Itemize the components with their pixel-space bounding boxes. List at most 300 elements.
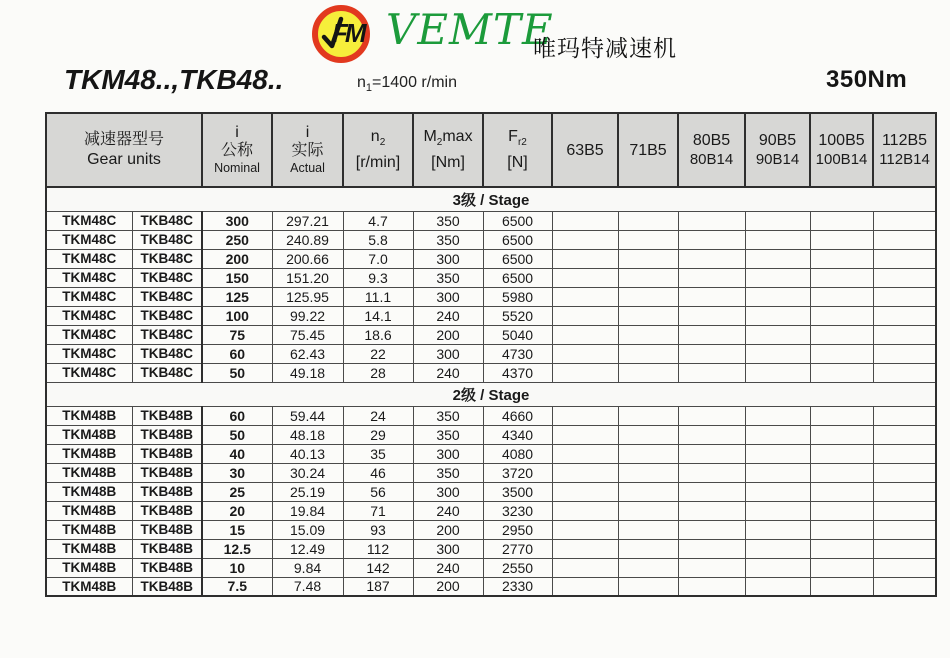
cell-motor-frame-empty bbox=[810, 539, 873, 558]
cell-model-tkm: TKM48C bbox=[46, 211, 132, 230]
cell-model-tkb: TKB48C bbox=[132, 325, 202, 344]
cell-i-actual: 7.48 bbox=[272, 577, 343, 596]
cell-motor-frame-empty bbox=[618, 425, 678, 444]
cell-i-nominal: 200 bbox=[202, 249, 272, 268]
cell-motor-frame-empty bbox=[618, 520, 678, 539]
cell-m2max: 240 bbox=[413, 306, 483, 325]
cell-model-tkm: TKM48C bbox=[46, 230, 132, 249]
cell-motor-frame-empty bbox=[810, 577, 873, 596]
cell-motor-frame-empty bbox=[873, 325, 936, 344]
cell-model-tkm: TKM48B bbox=[46, 501, 132, 520]
cell-i-actual: 62.43 bbox=[272, 344, 343, 363]
input-speed-value: =1400 r/min bbox=[372, 74, 457, 91]
header-i-actual bbox=[272, 113, 343, 187]
input-speed-symbol: n bbox=[357, 74, 366, 91]
cell-motor-frame-empty bbox=[552, 363, 618, 382]
header-fr2-unit: [N] bbox=[507, 153, 528, 171]
cell-motor-frame-empty bbox=[745, 268, 810, 287]
cell-motor-frame-empty bbox=[618, 577, 678, 596]
cell-motor-frame-empty bbox=[873, 287, 936, 306]
cell-motor-frame-empty bbox=[678, 425, 745, 444]
cell-motor-frame-empty bbox=[678, 406, 745, 425]
cell-motor-frame-empty bbox=[552, 268, 618, 287]
cell-motor-frame-empty bbox=[618, 325, 678, 344]
cell-fr2: 6500 bbox=[483, 249, 552, 268]
cell-motor-frame-empty bbox=[552, 463, 618, 482]
cell-model-tkm: TKM48B bbox=[46, 539, 132, 558]
cell-motor-frame-empty bbox=[745, 520, 810, 539]
cell-model-tkm: TKM48C bbox=[46, 344, 132, 363]
cell-motor-frame-empty bbox=[618, 306, 678, 325]
cell-i-nominal: 75 bbox=[202, 325, 272, 344]
cell-model-tkb: TKB48C bbox=[132, 230, 202, 249]
cell-i-nominal: 15 bbox=[202, 520, 272, 539]
cell-m2max: 300 bbox=[413, 482, 483, 501]
cell-motor-frame-empty bbox=[552, 325, 618, 344]
cell-model-tkm: TKM48B bbox=[46, 577, 132, 596]
cell-model-tkm: TKM48C bbox=[46, 306, 132, 325]
stage-section-row bbox=[46, 187, 936, 211]
cell-m2max: 300 bbox=[413, 444, 483, 463]
cell-motor-frame-empty bbox=[745, 425, 810, 444]
table-row bbox=[46, 501, 936, 520]
cell-i-actual: 30.24 bbox=[272, 463, 343, 482]
table-row bbox=[46, 211, 936, 230]
cell-motor-frame-empty bbox=[810, 425, 873, 444]
cell-m2max: 350 bbox=[413, 406, 483, 425]
cell-model-tkb: TKB48B bbox=[132, 444, 202, 463]
table-row bbox=[46, 268, 936, 287]
header-gear-units bbox=[46, 113, 202, 187]
cell-i-nominal: 150 bbox=[202, 268, 272, 287]
cell-motor-frame-empty bbox=[678, 306, 745, 325]
cell-motor-frame-empty bbox=[873, 211, 936, 230]
header-n2-subscript: 2 bbox=[379, 137, 386, 149]
cell-m2max: 200 bbox=[413, 325, 483, 344]
header-motor-frame-90 bbox=[745, 113, 810, 187]
header-n2-symbol: n bbox=[370, 128, 380, 146]
cell-m2max: 350 bbox=[413, 425, 483, 444]
cell-motor-frame-empty bbox=[873, 520, 936, 539]
cell-n2: 56 bbox=[343, 482, 413, 501]
cell-model-tkb: TKB48C bbox=[132, 344, 202, 363]
cell-fr2: 4660 bbox=[483, 406, 552, 425]
cell-n2: 35 bbox=[343, 444, 413, 463]
input-speed-subscript: 1 bbox=[365, 82, 373, 95]
cell-fr2: 6500 bbox=[483, 268, 552, 287]
cell-n2: 4.7 bbox=[343, 211, 413, 230]
table-row bbox=[46, 344, 936, 363]
cell-motor-frame-empty bbox=[678, 444, 745, 463]
page-title-models: TKM48..,TKB48.. bbox=[64, 64, 284, 95]
cell-n2: 11.1 bbox=[343, 287, 413, 306]
cell-motor-frame-empty bbox=[810, 287, 873, 306]
cell-fr2: 3720 bbox=[483, 463, 552, 482]
header-i-nominal-cn: 公称 bbox=[221, 141, 254, 159]
cell-n2: 7.0 bbox=[343, 249, 413, 268]
cell-n2: 187 bbox=[343, 577, 413, 596]
cell-motor-frame-empty bbox=[552, 406, 618, 425]
cell-motor-frame-empty bbox=[810, 230, 873, 249]
cell-motor-frame-empty bbox=[745, 406, 810, 425]
cell-motor-frame-empty bbox=[873, 406, 936, 425]
header-gear-units-en: Gear units bbox=[87, 151, 161, 168]
cell-motor-frame-empty bbox=[678, 520, 745, 539]
cell-n2: 22 bbox=[343, 344, 413, 363]
header-m2max-unit: [Nm] bbox=[431, 153, 465, 171]
table-row bbox=[46, 482, 936, 501]
table-row bbox=[46, 444, 936, 463]
cell-motor-frame-empty bbox=[618, 406, 678, 425]
input-speed-note bbox=[357, 74, 457, 94]
cell-motor-frame-empty bbox=[678, 344, 745, 363]
cell-motor-frame-empty bbox=[618, 230, 678, 249]
cell-motor-frame-empty bbox=[810, 249, 873, 268]
cell-fr2: 6500 bbox=[483, 230, 552, 249]
stage-section-label: 3级 / Stage bbox=[46, 187, 936, 211]
cell-model-tkb: TKB48B bbox=[132, 520, 202, 539]
cell-model-tkb: TKB48B bbox=[132, 425, 202, 444]
cell-motor-frame-empty bbox=[552, 211, 618, 230]
cell-n2: 5.8 bbox=[343, 230, 413, 249]
cell-motor-frame-empty bbox=[745, 463, 810, 482]
cell-fr2: 5980 bbox=[483, 287, 552, 306]
cell-m2max: 240 bbox=[413, 558, 483, 577]
cell-motor-frame-empty bbox=[678, 287, 745, 306]
cell-motor-frame-empty bbox=[745, 577, 810, 596]
cell-i-actual: 48.18 bbox=[272, 425, 343, 444]
cell-i-nominal: 60 bbox=[202, 406, 272, 425]
header-i-actual-cn: 实际 bbox=[291, 141, 324, 159]
cell-model-tkb: TKB48B bbox=[132, 539, 202, 558]
cell-motor-frame-empty bbox=[618, 463, 678, 482]
cell-n2: 46 bbox=[343, 463, 413, 482]
cell-n2: 29 bbox=[343, 425, 413, 444]
cell-fr2: 3500 bbox=[483, 482, 552, 501]
cell-model-tkb: TKB48C bbox=[132, 249, 202, 268]
cell-motor-frame-empty bbox=[552, 558, 618, 577]
header-fr2-symbol: F bbox=[508, 128, 518, 146]
cell-i-nominal: 100 bbox=[202, 306, 272, 325]
header-i-actual-en: Actual bbox=[290, 160, 325, 175]
table-row bbox=[46, 249, 936, 268]
cell-i-nominal: 250 bbox=[202, 230, 272, 249]
motor-frame-label: 100B5 bbox=[818, 132, 865, 149]
motor-frame-label: 63B5 bbox=[566, 141, 604, 159]
stage-section-row bbox=[46, 382, 936, 406]
cell-motor-frame-empty bbox=[745, 325, 810, 344]
cell-motor-frame-empty bbox=[678, 539, 745, 558]
cell-n2: 14.1 bbox=[343, 306, 413, 325]
cell-i-actual: 9.84 bbox=[272, 558, 343, 577]
cell-model-tkb: TKB48C bbox=[132, 287, 202, 306]
cell-motor-frame-empty bbox=[810, 325, 873, 344]
header-m2max-rest: max bbox=[442, 128, 473, 146]
table-header-row bbox=[46, 113, 936, 187]
cell-model-tkb: TKB48B bbox=[132, 463, 202, 482]
cell-n2: 18.6 bbox=[343, 325, 413, 344]
cell-motor-frame-empty bbox=[678, 501, 745, 520]
cell-fr2: 5040 bbox=[483, 325, 552, 344]
cell-motor-frame-empty bbox=[745, 444, 810, 463]
cell-i-nominal: 60 bbox=[202, 344, 272, 363]
cell-m2max: 240 bbox=[413, 363, 483, 382]
cell-m2max: 300 bbox=[413, 249, 483, 268]
cell-fr2: 4730 bbox=[483, 344, 552, 363]
cell-i-nominal: 125 bbox=[202, 287, 272, 306]
cell-motor-frame-empty bbox=[873, 577, 936, 596]
cell-motor-frame-empty bbox=[810, 363, 873, 382]
header-gear-units-cn: 减速器型号 bbox=[84, 131, 165, 148]
header-n2-unit: [r/min] bbox=[355, 153, 401, 171]
cell-m2max: 200 bbox=[413, 577, 483, 596]
motor-frame-label: 80B5 bbox=[692, 132, 731, 149]
cell-motor-frame-empty bbox=[552, 287, 618, 306]
cell-motor-frame-empty bbox=[552, 539, 618, 558]
cell-model-tkb: TKB48B bbox=[132, 482, 202, 501]
cell-motor-frame-empty bbox=[552, 344, 618, 363]
header-motor-frame-80 bbox=[678, 113, 745, 187]
cell-motor-frame-empty bbox=[552, 577, 618, 596]
cell-motor-frame-empty bbox=[618, 558, 678, 577]
cell-n2: 142 bbox=[343, 558, 413, 577]
cell-model-tkb: TKB48C bbox=[132, 363, 202, 382]
cell-model-tkb: TKB48B bbox=[132, 577, 202, 596]
cell-m2max: 200 bbox=[413, 520, 483, 539]
table-row bbox=[46, 230, 936, 249]
table-row bbox=[46, 287, 936, 306]
cell-model-tkm: TKM48B bbox=[46, 558, 132, 577]
cell-motor-frame-empty bbox=[618, 344, 678, 363]
cell-i-actual: 151.20 bbox=[272, 268, 343, 287]
cell-i-nominal: 50 bbox=[202, 363, 272, 382]
cell-i-actual: 15.09 bbox=[272, 520, 343, 539]
cell-m2max: 350 bbox=[413, 268, 483, 287]
cell-i-nominal: 25 bbox=[202, 482, 272, 501]
cell-motor-frame-empty bbox=[618, 211, 678, 230]
cell-model-tkb: TKB48C bbox=[132, 268, 202, 287]
cell-i-nominal: 7.5 bbox=[202, 577, 272, 596]
cell-n2: 24 bbox=[343, 406, 413, 425]
cell-motor-frame-empty bbox=[873, 482, 936, 501]
cell-m2max: 350 bbox=[413, 463, 483, 482]
cell-motor-frame-empty bbox=[810, 501, 873, 520]
header-i-nominal-en: Nominal bbox=[214, 160, 260, 175]
cell-motor-frame-empty bbox=[678, 211, 745, 230]
cell-i-actual: 59.44 bbox=[272, 406, 343, 425]
cell-model-tkm: TKM48B bbox=[46, 425, 132, 444]
cell-model-tkm: TKM48C bbox=[46, 325, 132, 344]
stage-section-label: 2级 / Stage bbox=[46, 382, 936, 406]
cell-motor-frame-empty bbox=[552, 249, 618, 268]
cell-model-tkm: TKM48B bbox=[46, 406, 132, 425]
cell-fr2: 4340 bbox=[483, 425, 552, 444]
motor-frame-label-2: 90B14 bbox=[755, 151, 800, 168]
header-i-nominal-symbol: i bbox=[235, 123, 239, 141]
brand-name: VEMTE bbox=[386, 5, 554, 54]
cell-motor-frame-empty bbox=[873, 558, 936, 577]
cell-motor-frame-empty bbox=[873, 363, 936, 382]
cell-motor-frame-empty bbox=[745, 539, 810, 558]
cell-fr2: 2330 bbox=[483, 577, 552, 596]
header-fr2 bbox=[483, 113, 552, 187]
table-row bbox=[46, 306, 936, 325]
table-row bbox=[46, 363, 936, 382]
cell-n2: 9.3 bbox=[343, 268, 413, 287]
table-row bbox=[46, 539, 936, 558]
cell-i-actual: 25.19 bbox=[272, 482, 343, 501]
cell-motor-frame-empty bbox=[618, 287, 678, 306]
cell-motor-frame-empty bbox=[678, 482, 745, 501]
cell-motor-frame-empty bbox=[873, 268, 936, 287]
table-row bbox=[46, 425, 936, 444]
cell-fr2: 5520 bbox=[483, 306, 552, 325]
cell-i-nominal: 300 bbox=[202, 211, 272, 230]
header-m2max-subscript: 2 bbox=[436, 137, 443, 149]
vemte-logo-icon bbox=[311, 4, 371, 64]
cell-i-nominal: 50 bbox=[202, 425, 272, 444]
motor-frame-label: 112B5 bbox=[881, 132, 928, 149]
cell-motor-frame-empty bbox=[745, 363, 810, 382]
cell-motor-frame-empty bbox=[745, 558, 810, 577]
cell-motor-frame-empty bbox=[678, 268, 745, 287]
cell-motor-frame-empty bbox=[810, 306, 873, 325]
table-row bbox=[46, 558, 936, 577]
cell-model-tkb: TKB48C bbox=[132, 211, 202, 230]
cell-motor-frame-empty bbox=[873, 230, 936, 249]
cell-motor-frame-empty bbox=[618, 539, 678, 558]
cell-motor-frame-empty bbox=[552, 444, 618, 463]
cell-model-tkm: TKM48C bbox=[46, 249, 132, 268]
cell-motor-frame-empty bbox=[678, 558, 745, 577]
brand-tagline-cn: 唯玛特减速机 bbox=[533, 36, 677, 62]
cell-m2max: 350 bbox=[413, 230, 483, 249]
cell-i-actual: 125.95 bbox=[272, 287, 343, 306]
cell-fr2: 3230 bbox=[483, 501, 552, 520]
cell-motor-frame-empty bbox=[745, 306, 810, 325]
cell-fr2: 2770 bbox=[483, 539, 552, 558]
cell-motor-frame-empty bbox=[810, 482, 873, 501]
cell-motor-frame-empty bbox=[810, 211, 873, 230]
cell-motor-frame-empty bbox=[810, 444, 873, 463]
cell-motor-frame-empty bbox=[873, 539, 936, 558]
cell-i-nominal: 30 bbox=[202, 463, 272, 482]
header-motor-frame-63 bbox=[552, 113, 618, 187]
cell-model-tkb: TKB48B bbox=[132, 406, 202, 425]
cell-motor-frame-empty bbox=[618, 363, 678, 382]
cell-motor-frame-empty bbox=[873, 501, 936, 520]
cell-model-tkm: TKM48B bbox=[46, 463, 132, 482]
cell-motor-frame-empty bbox=[552, 520, 618, 539]
motor-frame-label: 90B5 bbox=[758, 132, 797, 149]
cell-motor-frame-empty bbox=[618, 268, 678, 287]
cell-motor-frame-empty bbox=[873, 249, 936, 268]
cell-motor-frame-empty bbox=[810, 268, 873, 287]
cell-motor-frame-empty bbox=[810, 463, 873, 482]
cell-i-actual: 75.45 bbox=[272, 325, 343, 344]
cell-m2max: 300 bbox=[413, 287, 483, 306]
cell-motor-frame-empty bbox=[745, 249, 810, 268]
cell-n2: 71 bbox=[343, 501, 413, 520]
cell-i-nominal: 40 bbox=[202, 444, 272, 463]
cell-motor-frame-empty bbox=[618, 444, 678, 463]
cell-i-actual: 12.49 bbox=[272, 539, 343, 558]
cell-motor-frame-empty bbox=[873, 306, 936, 325]
table-row bbox=[46, 463, 936, 482]
cell-motor-frame-empty bbox=[810, 520, 873, 539]
cell-model-tkm: TKM48B bbox=[46, 520, 132, 539]
header-motor-frame-100 bbox=[810, 113, 873, 187]
table-row bbox=[46, 325, 936, 344]
cell-motor-frame-empty bbox=[873, 425, 936, 444]
motor-frame-label-2: 80B14 bbox=[689, 151, 734, 168]
header-i-nominal bbox=[202, 113, 272, 187]
cell-motor-frame-empty bbox=[873, 344, 936, 363]
cell-motor-frame-empty bbox=[552, 230, 618, 249]
cell-fr2: 4370 bbox=[483, 363, 552, 382]
cell-i-actual: 297.21 bbox=[272, 211, 343, 230]
cell-motor-frame-empty bbox=[678, 363, 745, 382]
cell-motor-frame-empty bbox=[873, 463, 936, 482]
cell-motor-frame-empty bbox=[745, 230, 810, 249]
cell-model-tkb: TKB48C bbox=[132, 306, 202, 325]
header-i-actual-symbol: i bbox=[305, 123, 310, 141]
cell-i-actual: 99.22 bbox=[272, 306, 343, 325]
cell-motor-frame-empty bbox=[745, 344, 810, 363]
cell-i-actual: 19.84 bbox=[272, 501, 343, 520]
cell-model-tkm: TKM48B bbox=[46, 444, 132, 463]
rated-torque-label: 350Nm bbox=[826, 66, 908, 93]
motor-frame-label: 71B5 bbox=[629, 141, 667, 159]
cell-fr2: 2950 bbox=[483, 520, 552, 539]
cell-model-tkm: TKM48B bbox=[46, 482, 132, 501]
cell-model-tkm: TKM48C bbox=[46, 268, 132, 287]
cell-motor-frame-empty bbox=[678, 325, 745, 344]
cell-i-actual: 200.66 bbox=[272, 249, 343, 268]
cell-model-tkb: TKB48B bbox=[132, 558, 202, 577]
cell-m2max: 350 bbox=[413, 211, 483, 230]
table-row bbox=[46, 520, 936, 539]
cell-motor-frame-empty bbox=[618, 249, 678, 268]
cell-motor-frame-empty bbox=[618, 501, 678, 520]
cell-i-actual: 49.18 bbox=[272, 363, 343, 382]
cell-motor-frame-empty bbox=[745, 501, 810, 520]
cell-motor-frame-empty bbox=[810, 344, 873, 363]
cell-m2max: 300 bbox=[413, 344, 483, 363]
cell-i-actual: 40.13 bbox=[272, 444, 343, 463]
cell-i-actual: 240.89 bbox=[272, 230, 343, 249]
cell-motor-frame-empty bbox=[552, 425, 618, 444]
cell-m2max: 300 bbox=[413, 539, 483, 558]
svg-text:FM: FM bbox=[332, 18, 364, 48]
cell-motor-frame-empty bbox=[678, 230, 745, 249]
header-m2max bbox=[413, 113, 483, 187]
cell-motor-frame-empty bbox=[810, 406, 873, 425]
table-row bbox=[46, 406, 936, 425]
cell-n2: 93 bbox=[343, 520, 413, 539]
cell-model-tkb: TKB48B bbox=[132, 501, 202, 520]
cell-motor-frame-empty bbox=[810, 558, 873, 577]
cell-i-nominal: 20 bbox=[202, 501, 272, 520]
gear-spec-table bbox=[45, 112, 937, 597]
cell-motor-frame-empty bbox=[618, 482, 678, 501]
motor-frame-label-2: 112B14 bbox=[879, 151, 930, 168]
cell-i-nominal: 10 bbox=[202, 558, 272, 577]
cell-motor-frame-empty bbox=[678, 463, 745, 482]
cell-motor-frame-empty bbox=[745, 482, 810, 501]
header-motor-frame-112 bbox=[873, 113, 936, 187]
motor-frame-label-2: 100B14 bbox=[815, 151, 868, 168]
